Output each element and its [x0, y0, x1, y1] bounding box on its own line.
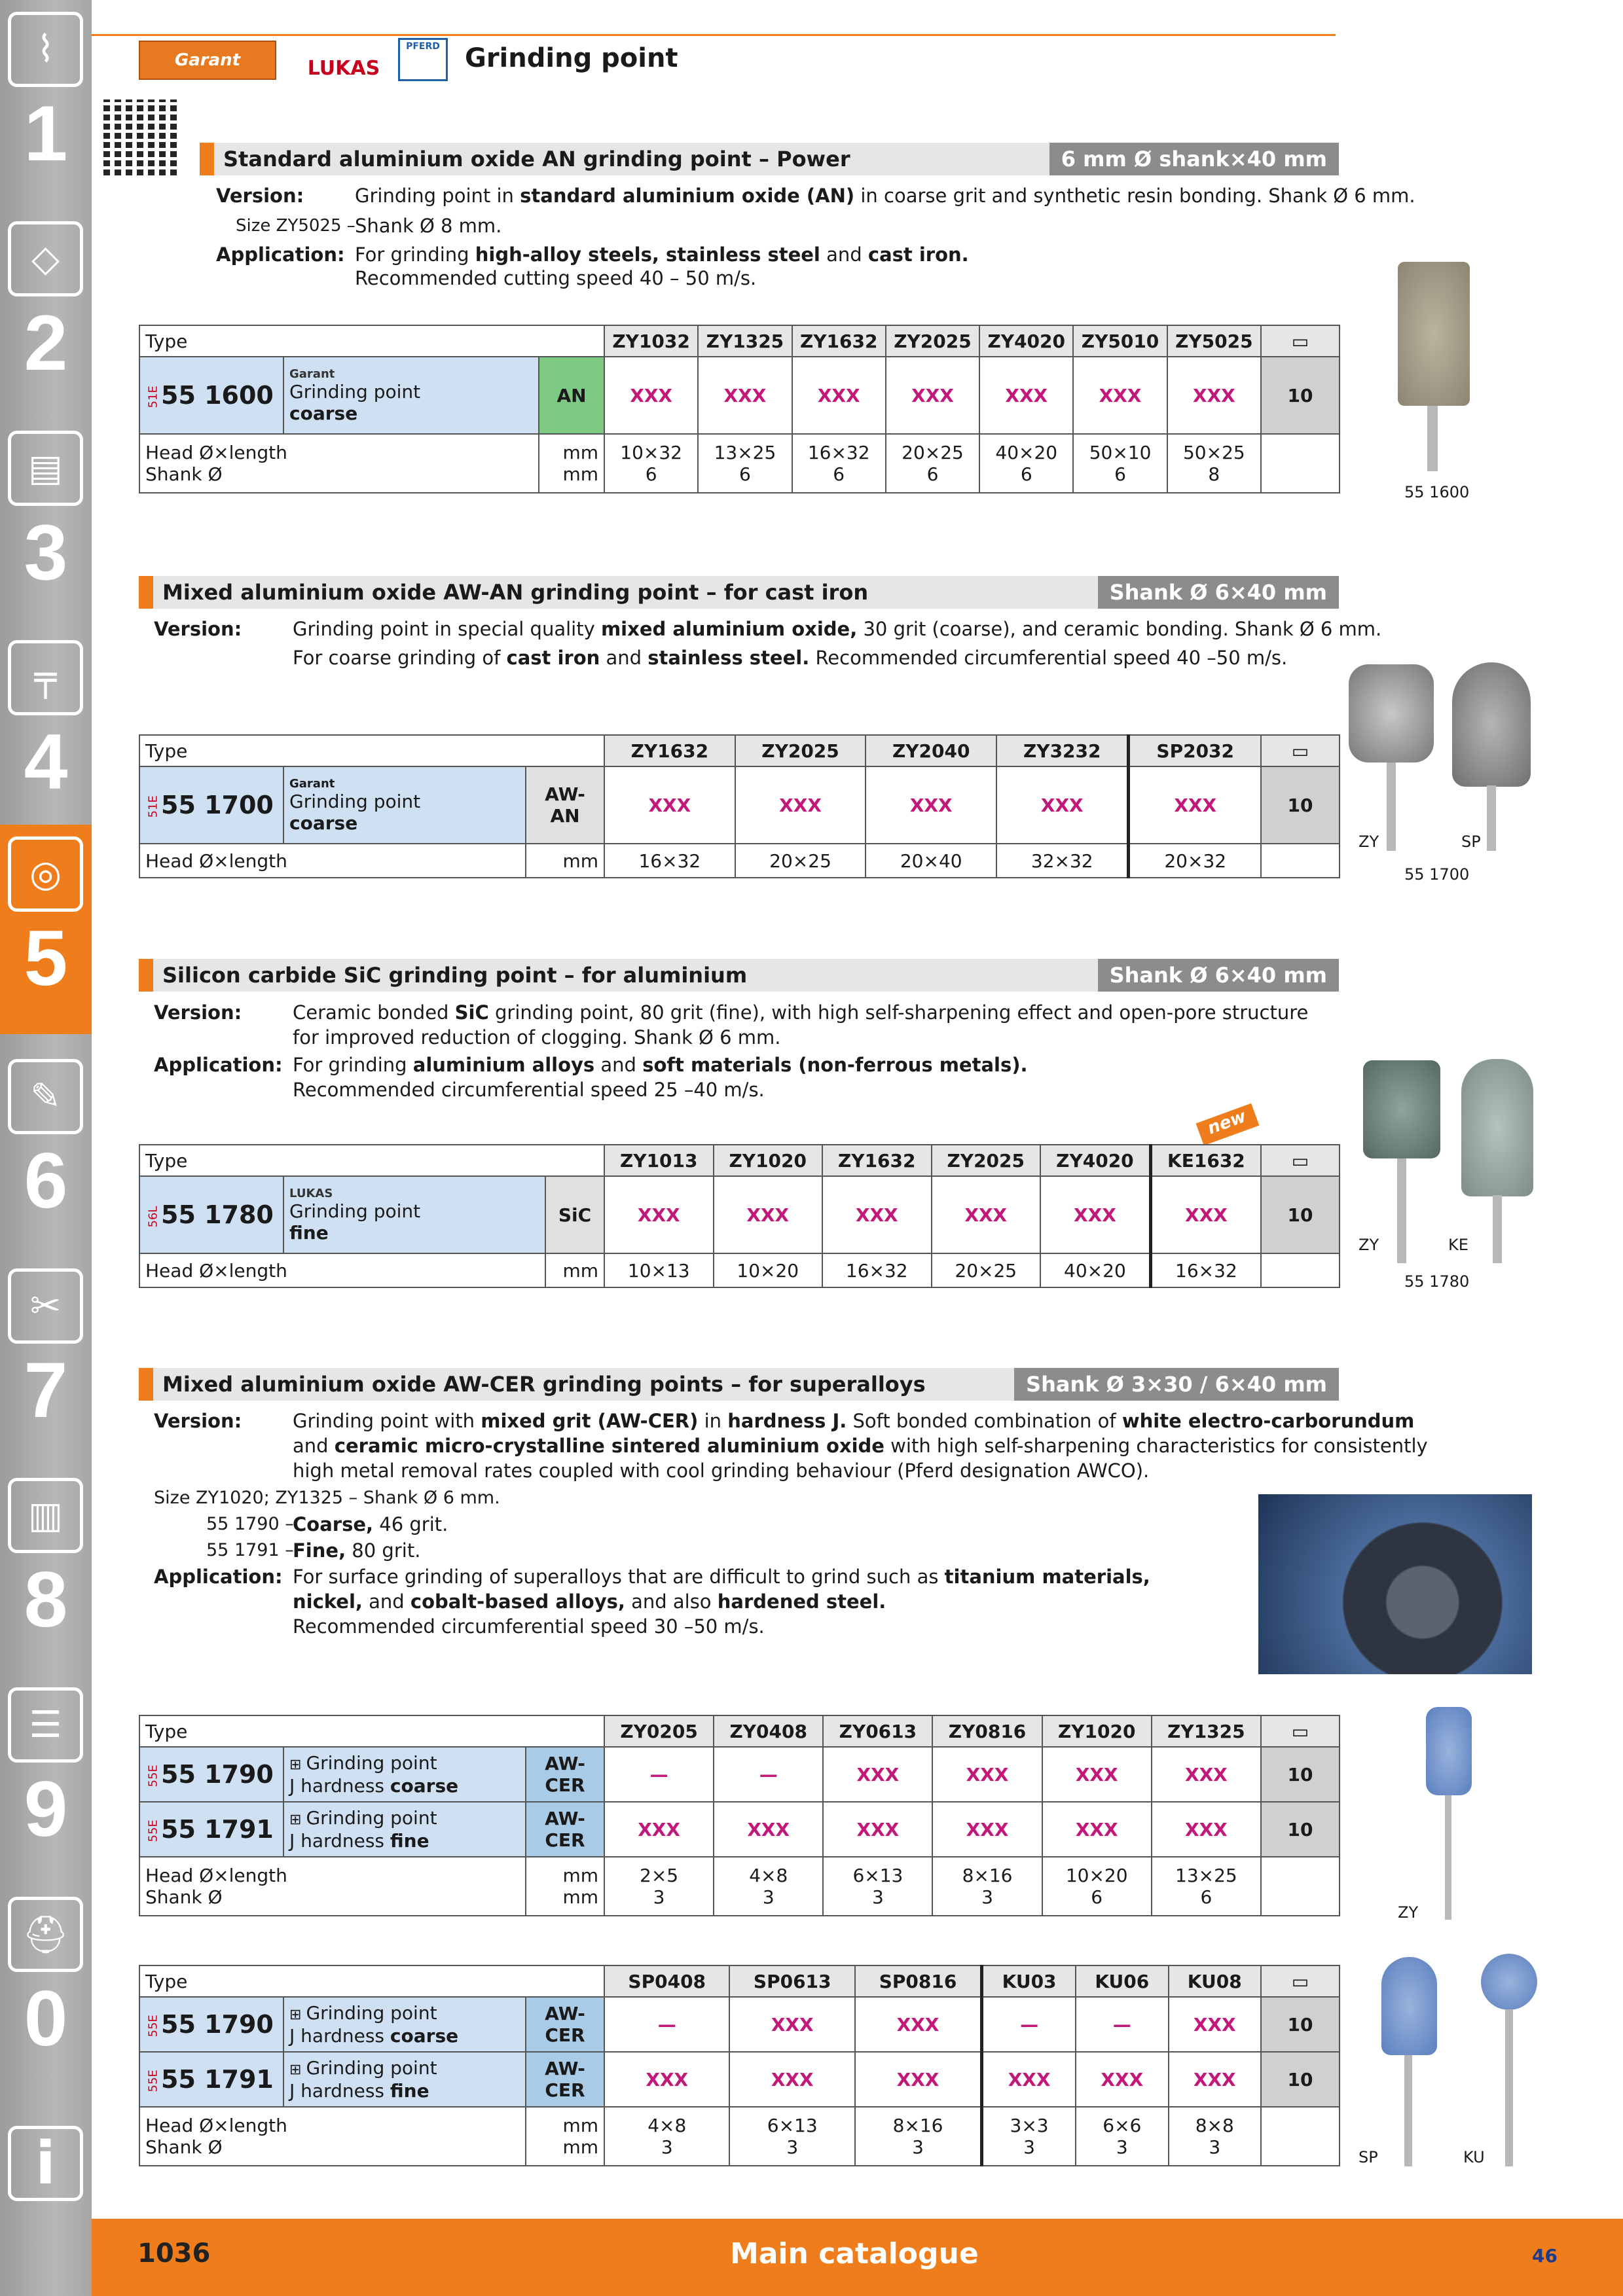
photo-caption: ZY — [1398, 1903, 1419, 1922]
shank-graphic — [1487, 785, 1496, 851]
product-table-55179x-sp-ku: Type SP0408 SP0613 SP0816 KU03 KU06 KU08 ▭ 55E55 1790 ⊞ Grinding point J hardness coarse AW-CER — XXX XXX — — XXX 10 55E55 1791 ⊞ Grinding point J hardness fine AW-CER XXX XXX XXX XXX XXX XXX 10 Head Ø×length Shank Ø mm mm 4×8 3 6×13 3 8×16 3 3×3 3 6×6 3 8×8 3 — [139, 1965, 1340, 2166]
pferd-icon: ⊞ — [289, 1811, 306, 1828]
section-description: Version: Ceramic bonded SiC grinding point, 80 grit (fine), with high self-sharpening effect and open-pore structure for improved reduction of clogging. Shank Ø 6 mm. Application: For grinding aluminium alloys and soft materials (non-ferrous metals). Recommended circumferential speed 25 –40 m/s. — [154, 1001, 1309, 1101]
article-number-cell[interactable]: 56L55 1780 — [139, 1176, 283, 1253]
chapter-tab-0[interactable] — [0, 1885, 92, 2094]
pack-qty: 10 — [1261, 1176, 1340, 1253]
qr-code[interactable] — [103, 99, 179, 175]
price-cell: XXX — [1169, 1997, 1261, 2052]
garant-logo: Garant — [139, 41, 276, 80]
material-code: AW-CER — [526, 2052, 604, 2107]
type-code: KE1632 — [1150, 1145, 1261, 1176]
type-code: ZY1032 — [604, 325, 698, 357]
type-code: KU06 — [1076, 1965, 1168, 1997]
pferd-icon: ⊞ — [289, 2061, 306, 2078]
chapter-tab-6[interactable] — [0, 1047, 92, 1257]
price-cell: XXX — [1073, 357, 1167, 434]
chapter-number: 4 — [24, 718, 68, 806]
material-code: AW-CER — [526, 1802, 604, 1857]
dim-cell: 4×8 3 — [604, 2107, 729, 2166]
article-number-cell[interactable]: 55E55 1790 — [139, 1997, 283, 2052]
price-cell: XXX — [982, 2052, 1076, 2107]
dim-cell: 20×32 — [1129, 844, 1261, 878]
pliers-icon: ✂ — [8, 1268, 83, 1344]
price-cell: XXX — [1150, 1176, 1261, 1253]
material-code: AW-CER — [526, 1747, 604, 1802]
section-number: 46 — [1532, 2245, 1558, 2267]
price-cell: XXX — [729, 1997, 854, 2052]
type-code: KU08 — [1169, 1965, 1261, 1997]
dim-cell: 20×25 6 — [886, 434, 979, 493]
section-title: Mixed aluminium oxide AW-AN grinding point – for cast iron — [162, 580, 869, 605]
pack-qty: 10 — [1261, 1802, 1340, 1857]
dim-cell: 13×25 6 — [1152, 1857, 1261, 1916]
price-cell: XXX — [714, 1176, 823, 1253]
dim-cell: 6×13 3 — [729, 2107, 854, 2166]
product-desc: Grinding point — [289, 380, 421, 403]
type-code: ZY4020 — [1040, 1145, 1150, 1176]
price-cell: XXX — [823, 1802, 932, 1857]
type-code: ZY0408 — [714, 1715, 823, 1747]
price-cell: XXX — [1129, 766, 1261, 844]
insert-icon: ◇ — [8, 221, 83, 296]
price-cell: — — [982, 1997, 1076, 2052]
header-rule — [92, 34, 1336, 36]
type-code: KU03 — [982, 1965, 1076, 1997]
material-code: AN — [539, 357, 604, 434]
price-cell: XXX — [822, 1176, 932, 1253]
article-number-cell[interactable]: 55E55 1790 — [139, 1747, 283, 1802]
price-cell: XXX — [714, 1802, 823, 1857]
type-code: ZY2040 — [866, 735, 996, 766]
price-cell: — — [1076, 1997, 1168, 2052]
dim-cell: 20×40 — [866, 844, 996, 878]
type-code: ZY1632 — [604, 735, 735, 766]
type-code: ZY1325 — [1152, 1715, 1261, 1747]
product-photo-zy-awcer — [1426, 1707, 1472, 1795]
dim-cell: 16×32 — [604, 844, 735, 878]
price-cell: XXX — [855, 2052, 982, 2107]
price-cell: XXX — [1040, 1176, 1150, 1253]
section-title: Silicon carbide SiC grinding point – for aluminium — [162, 963, 748, 988]
product-table-551600 — [139, 325, 1340, 493]
shank-graphic — [1445, 1795, 1451, 1920]
price-cell: XXX — [1042, 1747, 1152, 1802]
type-code: ZY0613 — [823, 1715, 932, 1747]
product-table-55179x-zy: Type ZY0205 ZY0408 ZY0613 ZY0816 ZY1020 ZY1325 ▭ 55E55 1790 ⊞ Grinding point J hardness coarse AW-CER — — XXX XXX XXX XXX 10 55E55 1791 ⊞ Grinding point J hardness fine AW-CER XXX XXX XXX XXX XXX XXX 10 Head Ø×length Shank Ø mm mm 2×5 3 4×8 3 6×13 3 8×16 3 10×20 6 13×25 6 — [139, 1715, 1340, 1916]
pack-qty: 10 — [1261, 766, 1340, 844]
photo-caption: KU — [1463, 2148, 1485, 2166]
product-photo-sp-awcer — [1381, 1957, 1437, 2055]
dim-cell: 16×32 — [1150, 1253, 1261, 1287]
type-label: Type — [139, 325, 604, 357]
type-code: ZY0205 — [604, 1715, 714, 1747]
shank-graphic — [1493, 1195, 1502, 1263]
section-header-awan — [139, 576, 1339, 609]
type-code: SP0408 — [604, 1965, 729, 1997]
pferd-icon: ⊞ — [289, 1756, 306, 1773]
price-cell: XXX — [855, 1997, 982, 2052]
product-photo-zy — [1349, 664, 1434, 762]
photo-caption: KE — [1448, 1236, 1468, 1254]
article-number-cell[interactable]: 55E55 1791 — [139, 1802, 283, 1857]
photo-caption: SP — [1359, 2148, 1378, 2166]
price-cell: XXX — [1152, 1802, 1261, 1857]
dim-cell: 20×25 — [932, 1253, 1041, 1287]
price-cell: XXX — [604, 357, 698, 434]
price-cell: — — [604, 1997, 729, 2052]
material-code: AW-AN — [526, 766, 604, 844]
article-number-cell[interactable]: 55E55 1791 — [139, 2052, 283, 2107]
price-cell: XXX — [996, 766, 1129, 844]
cabinet-icon: ☰ — [8, 1687, 83, 1763]
package-icon: ▭ — [1261, 325, 1340, 357]
price-cell: XXX — [698, 357, 792, 434]
chapter-tab-7[interactable] — [0, 1257, 92, 1466]
chapter-sidebar — [0, 0, 92, 2296]
product-photo-551600 — [1398, 262, 1470, 406]
photo-caption: 55 1700 — [1404, 865, 1470, 884]
dim-cell: 10×20 — [714, 1253, 823, 1287]
price-cell: XXX — [604, 2052, 729, 2107]
product-photo-zy — [1363, 1060, 1440, 1158]
dim-cell: 3×3 3 — [982, 2107, 1076, 2166]
type-code: ZY3232 — [996, 735, 1129, 766]
price-cell: XXX — [1076, 2052, 1168, 2107]
wrench-icon: ✎ — [8, 1059, 83, 1134]
chapter-number: 2 — [24, 299, 68, 387]
article-number-cell[interactable]: 51E55 1700 — [139, 766, 283, 844]
product-photo-ke — [1461, 1059, 1533, 1196]
type-code: ZY2025 — [735, 735, 866, 766]
dim-cell: 32×32 — [996, 844, 1129, 878]
dim-cell: 50×10 6 — [1073, 434, 1167, 493]
dim-cell: 8×16 3 — [932, 1857, 1042, 1916]
type-code: SP0816 — [855, 1965, 982, 1997]
dim-cell: 10×32 6 — [604, 434, 698, 493]
price-cell: XXX — [886, 357, 979, 434]
type-code: ZY1013 — [604, 1145, 714, 1176]
article-number-cell[interactable]: 51E55 1600 — [139, 357, 283, 434]
price-cell: XXX — [604, 766, 735, 844]
material-code: SiC — [545, 1176, 604, 1253]
dim-cell: 13×25 6 — [698, 434, 792, 493]
shank-graphic — [1387, 762, 1396, 851]
chapter-tab-5[interactable] — [0, 825, 92, 1034]
product-table-551700: Type ZY1632 ZY2025 ZY2040 ZY3232 SP2032 ▭ 51E55 1700 Garant Grinding point coarse AW-AN XXX XXX XXX XXX XXX 10 Head Ø×length mm 16×32 20×25 20×40 32×32 20×32 — [139, 734, 1340, 878]
dim-cell: 16×32 6 — [792, 434, 886, 493]
safety-icon: ⛑ — [8, 1897, 83, 1972]
type-code: ZY5025 — [1167, 325, 1261, 357]
caliper-icon: ╤ — [8, 640, 83, 715]
dim-labels: Head Ø×length Shank Ø — [139, 434, 539, 493]
section-size-tag: Shank Ø 6×40 mm — [1098, 959, 1339, 992]
section-header-awcer — [139, 1368, 1339, 1401]
chapter-number: 1 — [24, 90, 68, 177]
price-cell: XXX — [604, 1802, 714, 1857]
package-icon: ▭ — [1261, 1145, 1340, 1176]
page-footer — [92, 2219, 1623, 2296]
chapter-tab-info[interactable] — [0, 2114, 92, 2219]
brand-mark: Garant — [289, 367, 335, 381]
photo-caption: ZY — [1359, 833, 1379, 851]
chapter-number: 0 — [24, 1975, 68, 2062]
catalogue-name: Main catalogue — [730, 2237, 979, 2270]
section-title: Mixed aluminium oxide AW-CER grinding points – for superalloys — [162, 1372, 926, 1397]
chapter-number: 6 — [24, 1137, 68, 1225]
price-cell: XXX — [792, 357, 886, 434]
price-cell: XXX — [1169, 2052, 1261, 2107]
photo-caption: SP — [1461, 833, 1481, 851]
page-title: Grinding point — [465, 43, 678, 73]
section-description: Version: Grinding point in standard aluminium oxide (AN) in coarse grit and synthetic resin bonding. Shank Ø 6 mm. Size ZY5025 – Shank Ø 8 mm. Application: For grinding high-alloy steels, stainless steel and cast iron. Recommended cutting speed 40 – 50 m/s. — [216, 185, 1415, 289]
section-size-tag: Shank Ø 6×40 mm — [1098, 576, 1339, 609]
chapter-tab-1[interactable] — [0, 0, 92, 209]
dim-cell: 40×20 — [1040, 1253, 1150, 1287]
section-description: Version: Grinding point in special quality mixed aluminium oxide, 30 grit (coarse), and ceramic bonding. Shank Ø 6 mm. For coarse grinding of cast iron and stainless steel. Recommended circumferential speed 40 –50 m/s. — [154, 618, 1382, 669]
dim-cell: 6×6 3 — [1076, 2107, 1168, 2166]
toolcase-icon: ▥ — [8, 1478, 83, 1553]
section-marker — [200, 143, 214, 175]
material-code: AW-CER — [526, 1997, 604, 2052]
section-size-tag: Shank Ø 3×30 / 6×40 mm — [1014, 1368, 1339, 1401]
pack-qty: 10 — [1261, 2052, 1340, 2107]
shank-graphic — [1427, 406, 1438, 471]
product-grade: coarse — [289, 402, 358, 424]
product-photo-ku-awcer — [1481, 1954, 1537, 2010]
product-photo-sp — [1452, 662, 1531, 787]
price-cell: XXX — [1042, 1802, 1152, 1857]
price-cell: XXX — [979, 357, 1073, 434]
section-title: Standard aluminium oxide AN grinding point – Power — [223, 147, 850, 171]
type-code: ZY1020 — [714, 1145, 823, 1176]
info-icon: i — [8, 2126, 83, 2201]
photo-caption: 55 1600 — [1404, 483, 1470, 501]
dim-cell: 20×25 — [735, 844, 866, 878]
type-code: ZY4020 — [979, 325, 1073, 357]
application-photo-turbine — [1258, 1494, 1532, 1674]
shank-graphic — [1505, 2009, 1513, 2166]
chuck-icon: ▤ — [8, 431, 83, 506]
price-cell: XXX — [932, 1802, 1042, 1857]
chapter-number: 8 — [24, 1556, 68, 1643]
type-code: ZY1632 — [792, 325, 886, 357]
price-cell: XXX — [823, 1747, 932, 1802]
package-icon: ▭ — [1261, 1965, 1340, 1997]
photo-caption: ZY — [1359, 1236, 1379, 1254]
package-icon: ▭ — [1261, 1715, 1340, 1747]
chapter-number: 7 — [24, 1346, 68, 1434]
type-code: ZY1632 — [822, 1145, 932, 1176]
dim-cell: 16×32 — [822, 1253, 932, 1287]
type-code: ZY5010 — [1073, 325, 1167, 357]
price-cell: XXX — [1167, 357, 1261, 434]
price-cell: — — [714, 1747, 823, 1802]
type-code: ZY0816 — [932, 1715, 1042, 1747]
lukas-logo: LUKAS — [307, 57, 380, 80]
chapter-tab-4[interactable] — [0, 628, 92, 838]
drill-icon: ⌇ — [8, 12, 83, 87]
dim-units: mm mm — [539, 434, 604, 493]
pack-qty: 10 — [1261, 1997, 1340, 2052]
type-code: SP0613 — [729, 1965, 854, 1997]
dim-cell: 10×20 6 — [1042, 1857, 1152, 1916]
type-code: ZY2025 — [932, 1145, 1041, 1176]
type-code: ZY1020 — [1042, 1715, 1152, 1747]
section-size-tag: 6 mm Ø shank×40 mm — [1049, 143, 1339, 175]
pack-qty: 10 — [1261, 357, 1340, 434]
price-cell: — — [604, 1747, 714, 1802]
dim-cell: 40×20 6 — [979, 434, 1073, 493]
chapter-number: 9 — [24, 1765, 68, 1853]
pferd-logo: PFERD — [398, 38, 448, 81]
price-cell: XXX — [729, 2052, 854, 2107]
dim-cell: 2×5 3 — [604, 1857, 714, 1916]
package-icon: ▭ — [1261, 735, 1340, 766]
pferd-icon: ⊞ — [289, 2006, 306, 2023]
chapter-tab-3[interactable] — [0, 419, 92, 628]
shank-graphic — [1404, 2055, 1412, 2166]
type-code: SP2032 — [1129, 735, 1261, 766]
chapter-number: 5 — [24, 914, 68, 1002]
section-header-an — [200, 143, 1339, 175]
page-number: 1036 — [137, 2238, 211, 2269]
price-cell: XXX — [932, 1176, 1041, 1253]
cutting-disc-icon: ◎ — [8, 836, 83, 912]
chapter-tab-9[interactable] — [0, 1676, 92, 1885]
chapter-tab-8[interactable] — [0, 1466, 92, 1676]
product-table-551780: Type ZY1013 ZY1020 ZY1632 ZY2025 ZY4020 KE1632 ▭ 56L55 1780 LUKAS Grinding point fine SiC XXX XXX XXX XXX XXX XXX 10 Head Ø×length mm 10×13 10×20 16×32 20×25 40×20 16×32 — [139, 1144, 1340, 1288]
dim-cell: 6×13 3 — [823, 1857, 932, 1916]
dim-cell: 4×8 3 — [714, 1857, 823, 1916]
dim-cell: 8×16 3 — [855, 2107, 982, 2166]
new-badge: new — [1196, 1103, 1260, 1146]
price-cell: XXX — [1152, 1747, 1261, 1802]
photo-caption: 55 1780 — [1404, 1272, 1470, 1291]
price-cell: XXX — [866, 766, 996, 844]
dim-cell: 50×25 8 — [1167, 434, 1261, 493]
pack-qty: 10 — [1261, 1747, 1340, 1802]
chapter-number: 3 — [24, 509, 68, 596]
type-code: ZY1325 — [698, 325, 792, 357]
chapter-tab-2[interactable] — [0, 209, 92, 419]
dim-cell: 8×8 3 — [1169, 2107, 1261, 2166]
price-cell: XXX — [735, 766, 866, 844]
shank-graphic — [1397, 1158, 1406, 1263]
type-code: ZY2025 — [886, 325, 979, 357]
price-cell: XXX — [604, 1176, 714, 1253]
section-header-sic — [139, 959, 1339, 992]
dim-cell: 10×13 — [604, 1253, 714, 1287]
price-cell: XXX — [932, 1747, 1042, 1802]
section-description: Version: Grinding point with mixed grit (AW-CER) in hardness J. Soft bonded combination of white electro-carborundum and ceramic micro-crystalline sintered aluminium oxide with high self-sharpening characteristics for consistently high metal removal rates coupled with cool grinding behaviour (Pferd designation AWCO). Size ZY1020; ZY1325 – Shank Ø 6 mm. 55 1790 – Coarse, 46 grit. 55 1791 – Fine, 80 grit. Application: For surface grinding of superalloys that are difficult to grind such as titanium materials, nickel, and cobalt-based alloys, and also hardened steel. Recommended circumferential speed 30 –50 m/s. — [154, 1410, 1428, 1638]
